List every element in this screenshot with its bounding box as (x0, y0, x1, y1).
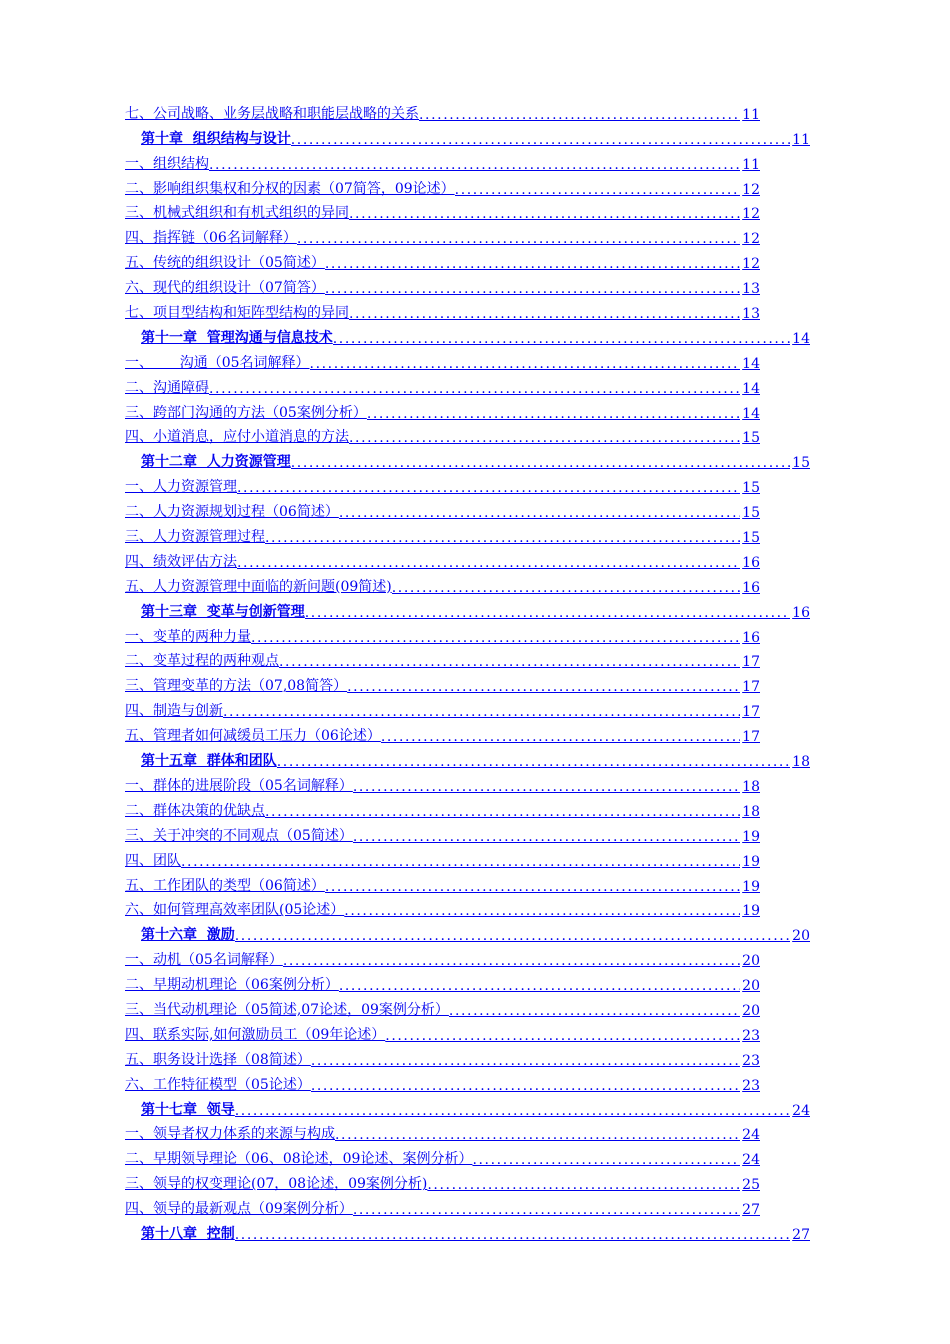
toc-dot-leader (265, 804, 740, 820)
toc-entry-title: 五、工作团队的类型（06简述） (125, 877, 325, 894)
toc-section-link[interactable] (125, 698, 760, 723)
toc-entry-title: 四、联系实际,如何激励员工（09年论述） (125, 1026, 386, 1043)
toc-page-number: 27 (742, 1202, 760, 1219)
toc-chapter-link[interactable] (125, 1097, 810, 1122)
toc-chapter-link[interactable] (125, 126, 810, 151)
toc-entry-title: 三、当代动机理论（05简述,07论述，09案例分析） (125, 1001, 449, 1018)
toc-section-link[interactable] (125, 1022, 760, 1047)
toc-page-number: 12 (742, 256, 760, 273)
toc-section-link[interactable] (125, 350, 760, 375)
toc-section-link[interactable] (125, 425, 760, 450)
toc-entry-title: 二、早期动机理论（06案例分析） (125, 977, 339, 994)
toc-section-link[interactable] (125, 574, 760, 599)
toc-entry-title: 第十一章 管理沟通与信息技术 (141, 329, 333, 346)
toc-dot-leader (381, 729, 740, 745)
toc-dot-leader (344, 903, 740, 919)
toc-page-number: 11 (742, 156, 760, 173)
toc-entry-title: 二、早期领导理论（06、08论述，09论述、案例分析） (125, 1151, 473, 1168)
toc-entry-title: 三、关于冲突的不同观点（05简述） (125, 827, 353, 844)
toc-section-link[interactable] (125, 848, 760, 873)
toc-chapter-link[interactable] (125, 922, 810, 947)
toc-page-number: 17 (742, 679, 760, 696)
toc-entry-title: 七、公司战略、业务层战略和职能层战略的关系 (125, 105, 419, 122)
toc-section-link[interactable] (125, 1122, 760, 1147)
toc-page-number: 18 (742, 803, 760, 820)
toc-entry-title: 第十七章 领导 (141, 1101, 235, 1118)
toc-entry-title: 三、领导的权变理论(07，08论述，09案例分析) (125, 1176, 428, 1193)
toc-entry-title: 四、制造与创新 (125, 703, 223, 720)
toc-section-link[interactable] (125, 225, 760, 250)
toc-entry-title: 四、领导的最新观点（09案例分析） (125, 1201, 353, 1218)
toc-dot-leader (385, 1028, 740, 1044)
toc-dot-leader (311, 1053, 740, 1069)
toc-page-number: 16 (792, 604, 810, 621)
toc-page-number: 15 (742, 480, 760, 497)
toc-page-number: 12 (742, 181, 760, 198)
toc-dot-leader (251, 630, 740, 646)
toc-entry-title: 七、项目型结构和矩阵型结构的异同 (125, 305, 349, 322)
toc-dot-leader (181, 854, 740, 870)
toc-page-number: 19 (742, 853, 760, 870)
toc-page-number: 18 (742, 778, 760, 795)
toc-dot-leader (283, 953, 740, 969)
toc-dot-leader (237, 480, 740, 496)
toc-chapter-link[interactable] (125, 449, 810, 474)
toc-section-link[interactable] (125, 898, 760, 923)
toc-entry-title: 六、如何管理高效率团队(05论述） (125, 902, 345, 919)
toc-entry-title: 六、现代的组织设计（07简答） (125, 280, 325, 297)
toc-section-link[interactable] (125, 474, 760, 499)
toc-section-link[interactable] (125, 250, 760, 275)
toc-section-link[interactable] (125, 1047, 760, 1072)
toc-section-link[interactable] (125, 972, 760, 997)
toc-dot-leader (237, 555, 740, 571)
toc-entry-title: 三、管理变革的方法（07,08简答） (125, 678, 348, 695)
toc-page-number: 13 (742, 306, 760, 323)
toc-page-number: 19 (742, 878, 760, 895)
toc-dot-leader (279, 654, 740, 670)
toc-chapter-link[interactable] (125, 1221, 810, 1246)
toc-section-link[interactable] (125, 499, 760, 524)
toc-page-number: 19 (742, 903, 760, 920)
toc-dot-leader (333, 331, 790, 347)
toc-page-number: 14 (792, 330, 810, 347)
toc-page-number: 15 (742, 430, 760, 447)
toc-dot-leader (449, 1003, 740, 1019)
toc-section-link[interactable] (125, 300, 760, 325)
toc-page-number: 17 (742, 729, 760, 746)
toc-chapter-link[interactable] (125, 325, 810, 350)
toc-page-number: 23 (742, 1027, 760, 1044)
toc-section-link[interactable] (125, 673, 760, 698)
toc-section-link[interactable] (125, 649, 760, 674)
toc-page-number: 12 (742, 231, 760, 248)
toc-section-link[interactable] (125, 101, 760, 126)
toc-section-link[interactable] (125, 524, 760, 549)
toc-section-link[interactable] (125, 798, 760, 823)
toc-dot-leader (223, 704, 740, 720)
toc-entry-title: 二、群体决策的优缺点 (125, 802, 265, 819)
toc-page-number: 25 (742, 1177, 760, 1194)
toc-section-link[interactable] (125, 1171, 760, 1196)
toc-dot-leader (209, 157, 740, 173)
toc-entry-title: 二、人力资源规划过程（06简述） (125, 504, 339, 521)
toc-section-link[interactable] (125, 723, 760, 748)
toc-entry-title: 三、人力资源管理过程 (125, 529, 265, 546)
toc-page-number: 16 (742, 579, 760, 596)
toc-entry-title: 五、传统的组织设计（05简述） (125, 255, 325, 272)
toc-dot-leader (325, 879, 740, 895)
toc-page-number: 16 (742, 629, 760, 646)
toc-section-link[interactable] (125, 1146, 760, 1171)
toc-dot-leader (291, 132, 790, 148)
toc-entry-title: 四、绩效评估方法 (125, 553, 237, 570)
toc-dot-leader (349, 306, 740, 322)
toc-entry-title: 二、变革过程的两种观点 (125, 653, 279, 670)
toc-page-number: 20 (792, 928, 810, 945)
toc-section-link[interactable] (125, 997, 760, 1022)
toc-dot-leader (367, 406, 740, 422)
toc-dot-leader (472, 1152, 740, 1168)
toc-entry-title: 四、指挥链（06名词解释） (125, 230, 297, 247)
toc-entry-title: 一、 沟通（05名词解释） (125, 354, 310, 371)
toc-section-link[interactable] (125, 823, 760, 848)
toc-dot-leader (265, 530, 740, 546)
toc-page-number: 24 (742, 1127, 760, 1144)
toc-entry-title: 第十章 组织结构与设计 (141, 130, 291, 147)
toc-page-number: 27 (792, 1226, 810, 1243)
toc-entry-title: 一、动机（05名词解释） (125, 952, 283, 969)
toc-dot-leader (325, 256, 740, 272)
toc-dot-leader (209, 381, 740, 397)
toc-dot-leader (291, 455, 790, 471)
toc-dot-leader (339, 505, 740, 521)
toc-entry-title: 第十六章 激励 (141, 927, 235, 944)
toc-entry-title: 一、组织结构 (125, 155, 209, 172)
toc-page-number: 20 (742, 978, 760, 995)
toc-dot-leader (419, 107, 740, 123)
toc-dot-leader (353, 1202, 740, 1218)
toc-dot-leader (349, 430, 740, 446)
toc-dot-leader (353, 829, 740, 845)
toc-entry-title: 第十五章 群体和团队 (141, 753, 277, 770)
toc-page-number: 24 (792, 1102, 810, 1119)
toc-dot-leader (347, 679, 740, 695)
toc-dot-leader (339, 978, 740, 994)
toc-section-link[interactable] (125, 176, 760, 201)
toc-dot-leader (310, 356, 741, 372)
toc-page-number: 19 (742, 828, 760, 845)
toc-entry-title: 第十三章 变革与创新管理 (141, 603, 305, 620)
toc-entry-title: 第十二章 人力资源管理 (141, 454, 291, 471)
toc-entry-title: 三、机械式组织和有机式组织的异同 (125, 205, 349, 222)
toc-section-link[interactable] (125, 624, 760, 649)
toc-page-number: 20 (742, 953, 760, 970)
toc-entry-title: 三、跨部门沟通的方法（05案例分析） (125, 404, 367, 421)
toc-page-number: 20 (742, 1002, 760, 1019)
toc-page-number: 15 (742, 530, 760, 547)
toc-entry-title: 一、领导者权力体系的来源与构成 (125, 1126, 335, 1143)
toc-section-link[interactable] (125, 947, 760, 972)
toc-chapter-link[interactable] (125, 599, 810, 624)
toc-page-number: 15 (792, 455, 810, 472)
toc-dot-leader (427, 1177, 740, 1193)
toc-page-number: 17 (742, 654, 760, 671)
toc-section-link[interactable] (125, 151, 760, 176)
toc-page-number: 11 (792, 131, 810, 148)
toc-dot-leader (297, 231, 740, 247)
toc-dot-leader (455, 182, 741, 198)
toc-dot-leader (349, 206, 740, 222)
toc-dot-leader (235, 1227, 790, 1243)
toc-entry-title: 二、影响组织集权和分权的因素（07简答，09论述） (125, 180, 455, 197)
toc-dot-leader (325, 281, 740, 297)
toc-page-number: 14 (742, 355, 760, 372)
toc-dot-leader (305, 605, 790, 621)
toc-section-link[interactable] (125, 1072, 760, 1097)
toc-page-number: 18 (792, 754, 810, 771)
toc-dot-leader (235, 1103, 790, 1119)
table-of-contents (125, 101, 815, 1246)
toc-dot-leader (311, 1078, 740, 1094)
toc-entry-title: 一、变革的两种力量 (125, 628, 251, 645)
toc-section-link[interactable] (125, 549, 760, 574)
toc-page-number: 12 (742, 206, 760, 223)
toc-dot-leader (235, 928, 790, 944)
toc-entry-title: 五、人力资源管理中面临的新问题(09简述) (125, 578, 392, 595)
toc-page-number: 17 (742, 704, 760, 721)
toc-page-number: 11 (742, 106, 760, 123)
toc-page-number: 14 (742, 405, 760, 422)
toc-entry-title: 第十八章 控制 (141, 1225, 235, 1242)
toc-dot-leader (392, 580, 740, 596)
toc-entry-title: 四、团队 (125, 852, 181, 869)
toc-section-link[interactable] (125, 773, 760, 798)
toc-page-number: 14 (742, 380, 760, 397)
toc-page-number: 16 (742, 554, 760, 571)
toc-page-number: 23 (742, 1077, 760, 1094)
toc-entry-title: 四、小道消息，应付小道消息的方法 (125, 429, 349, 446)
toc-section-link[interactable] (125, 375, 760, 400)
toc-dot-leader (335, 1127, 740, 1143)
toc-page-number: 24 (742, 1152, 760, 1169)
toc-dot-leader (353, 779, 740, 795)
toc-entry-title: 六、工作特征模型（05论述） (125, 1076, 311, 1093)
toc-page-number: 23 (742, 1052, 760, 1069)
toc-section-link[interactable] (125, 400, 760, 425)
toc-section-link[interactable] (125, 1196, 760, 1221)
toc-entry-title: 五、管理者如何减缓员工压力（06论述） (125, 728, 381, 745)
toc-page-number: 15 (742, 505, 760, 522)
toc-entry-title: 一、群体的进展阶段（05名词解释） (125, 777, 353, 794)
toc-entry-title: 二、沟通障碍 (125, 379, 209, 396)
toc-section-link[interactable] (125, 873, 760, 898)
toc-section-link[interactable] (125, 275, 760, 300)
toc-section-link[interactable] (125, 201, 760, 226)
toc-dot-leader (277, 754, 790, 770)
toc-entry-title: 五、职务设计选择（08简述） (125, 1051, 311, 1068)
toc-chapter-link[interactable] (125, 748, 810, 773)
toc-page-number: 13 (742, 281, 760, 298)
toc-entry-title: 一、人力资源管理 (125, 479, 237, 496)
